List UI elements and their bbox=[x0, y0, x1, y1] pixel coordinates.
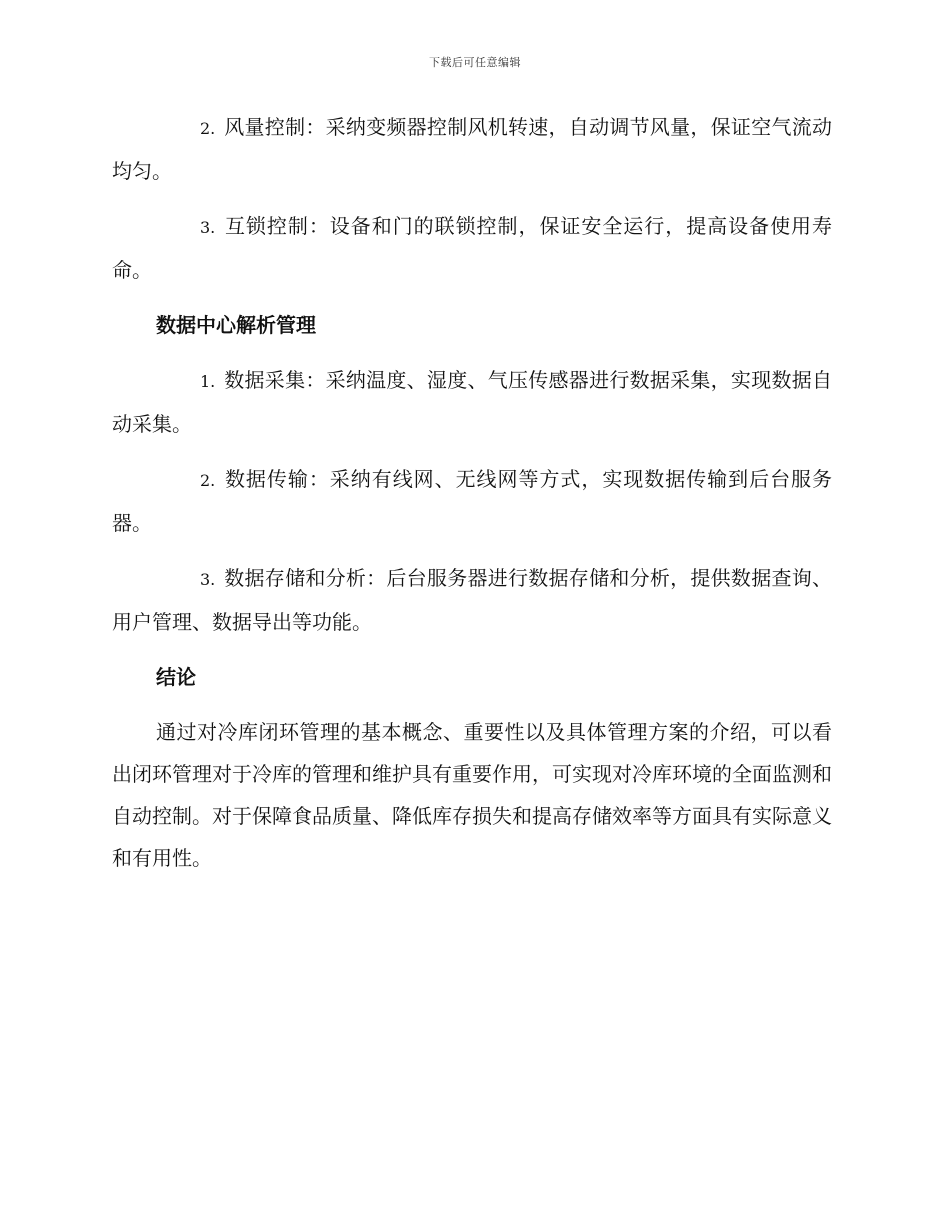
list-item-number: 1. bbox=[200, 372, 216, 391]
list-item-text: 数据采集：采纳温度、湿度、气压传感器进行数据采集，实现数据自动采集。 bbox=[112, 368, 832, 436]
list-item-number: 2. bbox=[200, 471, 216, 490]
list-item-text: 数据传输：采纳有线网、无线网等方式，实现数据传输到后台服务器。 bbox=[112, 467, 832, 535]
list-item-airflow-control bbox=[112, 106, 832, 192]
list-item-text: 互锁控制：设备和门的联锁控制，保证安全运行，提高设备使用寿命。 bbox=[112, 214, 832, 282]
list-item-number: 3. bbox=[200, 218, 216, 237]
document-body bbox=[112, 106, 832, 892]
list-item-number: 2. bbox=[200, 119, 216, 138]
list-item-text: 风量控制：采纳变频器控制风机转速，自动调节风量，保证空气流动均匀。 bbox=[112, 115, 832, 183]
page-header-note: 下载后可任意编辑 bbox=[429, 56, 521, 69]
list-item-data-storage bbox=[112, 557, 832, 643]
list-item-interlock-control bbox=[112, 205, 832, 291]
section-heading-data-center: 数据中心解析管理 bbox=[156, 313, 316, 337]
conclusion-paragraph: 通过对冷库闭环管理的基本概念、重要性以及具体管理方案的介绍，可以看出闭环管理对于冷库的管理和维护具有重要作用，可实现对冷库环境的全面监测和自动控制。对于保障食品质量、降低库存损失和提高存储效率等方面具有实际意义和有用性。 bbox=[112, 720, 832, 870]
list-item-number: 3. bbox=[200, 570, 216, 589]
section-heading-conclusion: 结论 bbox=[156, 665, 196, 689]
list-item-data-transmission bbox=[112, 458, 832, 544]
list-item-data-collection bbox=[112, 359, 832, 445]
list-item-text: 数据存储和分析：后台服务器进行数据存储和分析，提供数据查询、用户管理、数据导出等功能。 bbox=[112, 566, 832, 634]
